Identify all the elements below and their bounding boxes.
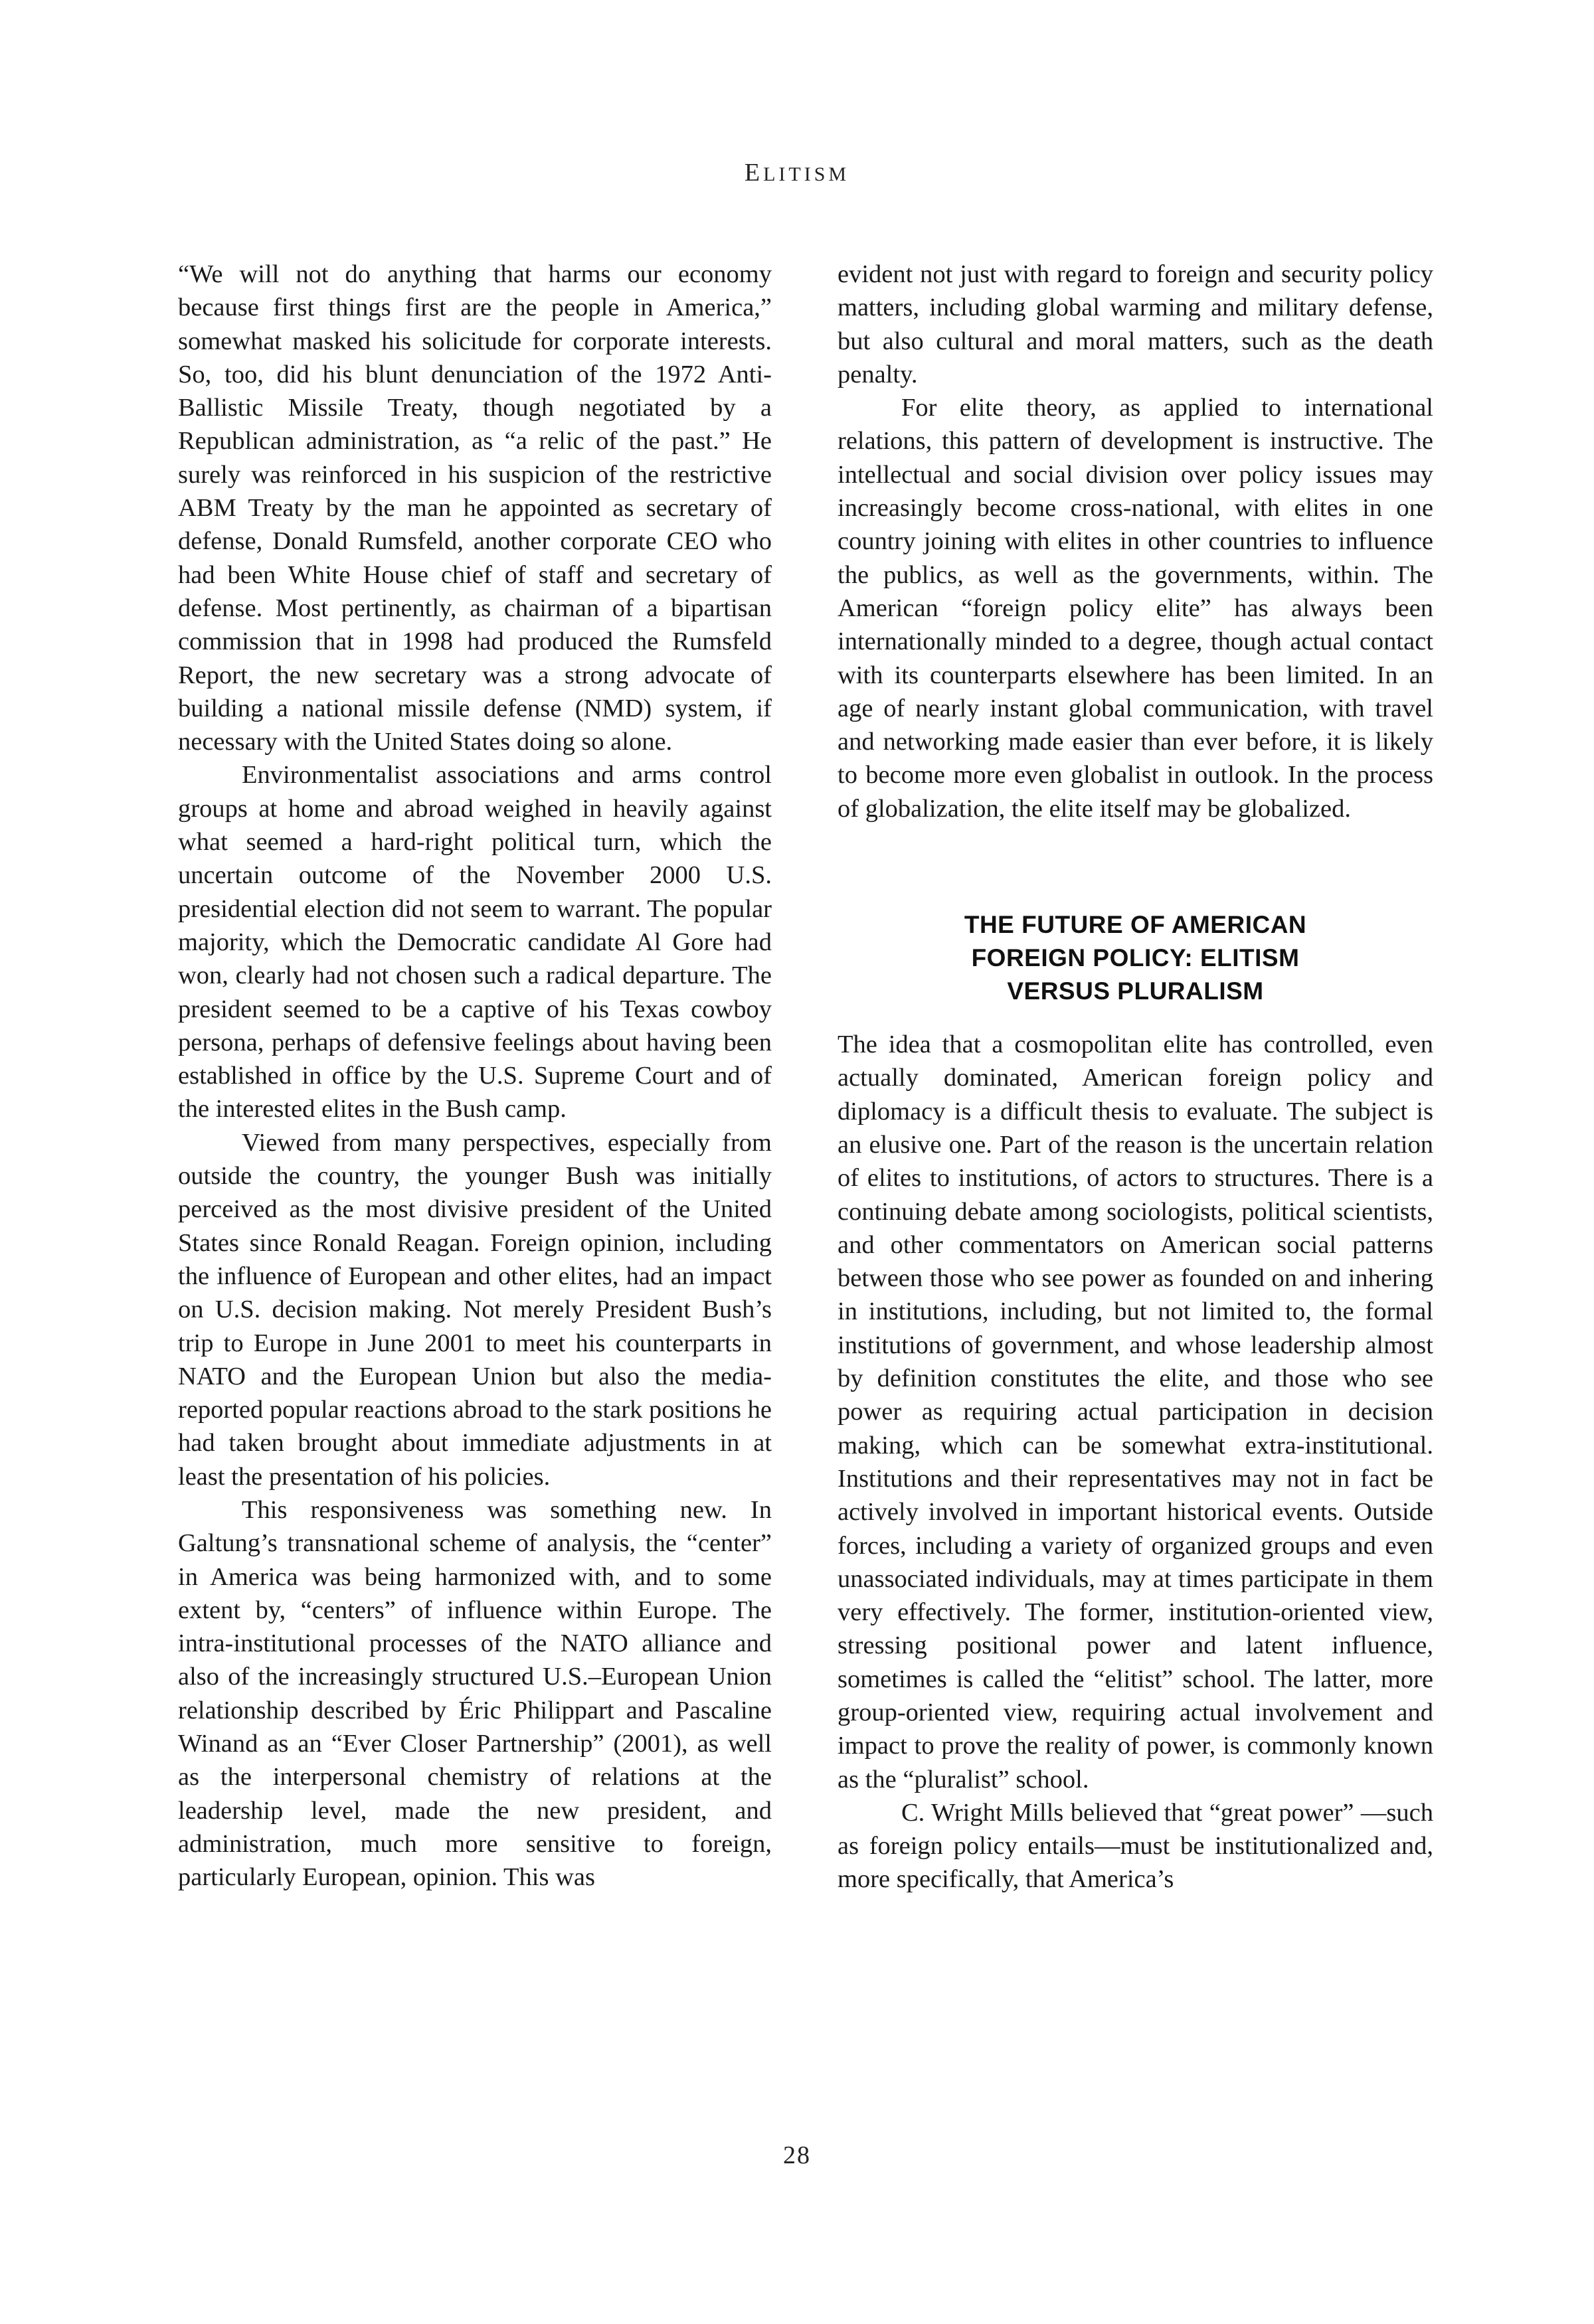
page-number: 28 <box>783 2141 811 2169</box>
paragraph: Viewed from many perspectives, especially from outside the country, the younger Bush was initially perceived as the most divisive president of the United States since Ronald Reagan. Foreign opinion, including the influence of European and other elites, had an impact on U.S. decision making. Not merely President Bush’s trip to Europe in June 2001 to meet his counterparts in NATO and the European Union but also the media-reported popular reactions abroad to the stark positions he had taken brought about immediate adjustments in at least the presentation of his policies. <box>178 1128 772 1491</box>
paragraph: For elite theory, as applied to international relations, this pattern of development is instructive. The intellectual and social division over policy issues may increasingly become cross-national, with elites in one country joining with elites in other countries to influence the publics, as well as the governments, within. The American “foreign policy elite” has always been internationally minded to a degree, though actual contact with its counterparts elsewhere has been limited. In an age of nearly instant global communication, with travel and networking made easier than ever before, it is likely to become more even globalist in outlook. In the process of globalization, the elite itself may be globalized. <box>838 394 1433 823</box>
paragraph: “We will not do anything that harms our economy because first things first are the people in America,” somewhat masked his solicitude for corporate interests. So, too, did his blunt denunciation of the 1972 Anti-Ballistic Missile Treaty, though negotiated by a Republican administration, as “a relic of the past.” He surely was reinforced in his suspicion of the restrictive ABM Treaty by the man he appointed as secretary of defense, Donald Rumsfeld, another corporate CEO who had been White House chief of staff and secretary of defense. Most pertinently, as chairman of a bipartisan commission that in 1998 had produced the Rumsfeld Report, the new secretary was a strong advocate of building a national missile defense (NMD) system, if necessary with the United States doing so alone. <box>178 260 772 756</box>
section-heading-line: THE FUTURE OF AMERICAN <box>964 911 1307 939</box>
paragraph: C. Wright Mills believed that “great power” —such as foreign policy entails—must be institutionalized and, more specifically, that America’s <box>838 1798 1433 1894</box>
section-heading-line: FOREIGN POLICY: ELITISM <box>971 944 1300 972</box>
section-heading <box>838 908 1433 1008</box>
paragraph: Environmentalist associations and arms control groups at home and abroad weighed in heavily against what seemed a hard-right political turn, which the uncertain outcome of the November 2000 U.S. presidential election did not seem to warrant. The popular majority, which the Democratic candidate Al Gore had won, clearly had not chosen such a radical departure. The president seemed to be a captive of his Texas cowboy persona, perhaps of defensive feelings about having been established in office by the U.S. Supreme Court and of the interested elites in the Bush camp. <box>178 761 772 1123</box>
paragraph: evident not just with regard to foreign and security policy matters, including global warming and military defense, but also cultural and moral matters, such as the death penalty. <box>838 260 1433 388</box>
paragraph: The idea that a cosmopolitan elite has controlled, even actually dominated, American foreign policy and diplomacy is a difficult thesis to evaluate. The subject is an elusive one. Part of the reason is the uncertain relation of elites to institutions, of actors to structures. There is a continuing debate among sociologists, political scientists, and other commentators on American social patterns between those who see power as founded on and inhering in institutions, including, but not limited to, the formal institutions of government, and whose leadership almost by definition constitutes the elite, and those who see power as requiring actual participation in decision making, which can be somewhat extra-institutional. Institutions and their representatives may not in fact be actively involved in important historical events. Outside forces, including a variety of organized groups and even unassociated individuals, may at times participate in them very effectively. The former, institution-oriented view, stressing positional power and latent influence, sometimes is called the “elitist” school. The latter, more group-oriented view, requiring actual involvement and impact to prove the reality of power, is commonly known as the “pluralist” school. <box>838 1031 1433 1793</box>
running-head-initial: E <box>744 159 764 187</box>
section-heading-line: VERSUS PLURALISM <box>1007 977 1264 1005</box>
left-column <box>178 258 772 1894</box>
paragraph: This responsiveness was something new. In Galtung’s transnational scheme of analysis, the “center” in America was being harmonized with, and to some extent by, “centers” of influence within Europe. The intra-institutional processes of the NATO alliance and also of the increasingly structured U.S.–European Union relationship described by Éric Philippart and Pascaline Winand as an “Ever Closer Partnership” (2001), as well as the interpersonal chemistry of relations at the leadership level, made the new president, and administration, much more sensitive to foreign, particularly European, opinion. This was <box>178 1495 772 1892</box>
running-head-rest: LITISM <box>763 163 850 185</box>
right-column <box>838 258 1433 1896</box>
running-head <box>0 158 1594 187</box>
